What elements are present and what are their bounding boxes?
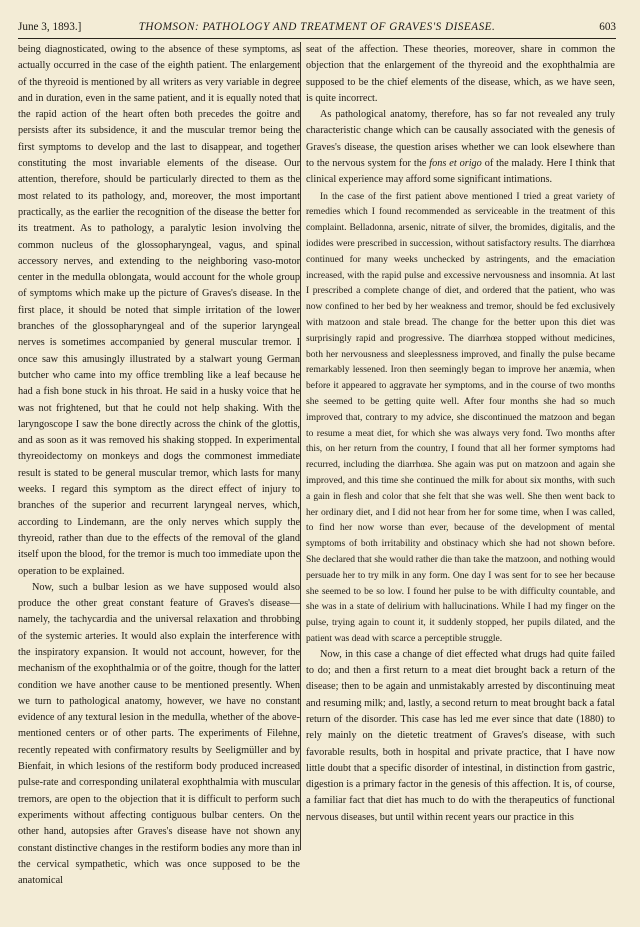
text-run: Now, such a bulbar lesion as we have supposed would also produce the other great constant feature of Graves's disease—namely, the tachycardia and the universal relaxation and throbbing of the systemic arteries. It would also explain the interference with the inspiratory expansion. It would not account, however, for the mechanism of the exophthalmia or of the goitre, though for the latter condition we have another cause to be mentioned presently. When we turn to pathological anatomy, however, we have no constant evidence of any textural lesion in the medulla, whether of the above-mentioned centers or of other parts. The experiments of Filehne, recently repeated with confirmatory results by Seeligmüller and by Bienfait, in which lesions of the restiform body produced increased pulse-rate and corresponding unilateral exophthalmia with muscular tremors, are open to the objection that it is difficult to perform such experiments without affecting contiguous bulbar centers. On the other hand, autopsies after Graves's disease have not shown any constant distinctive changes in the restiform bodies any more than in the cervical sympathetic, which was once supposed to be the anatomical <box>18 581 300 887</box>
paragraph <box>306 647 615 826</box>
paragraph <box>18 42 300 580</box>
paragraph <box>306 189 615 647</box>
issue-date: June 3, 1893.] <box>18 21 82 33</box>
text-run: seat of the affection. These theories, moreover, share in common the objection that the enlargement of the thyreoid and the exophthalmia are supposed to be the chief elements of the disease, which, as we have seen, is quite incorrect. <box>306 44 615 104</box>
running-header <box>18 21 616 37</box>
right-column <box>306 42 615 826</box>
text-run: being diagnosticated, owing to the absence of these symptoms, as actually occurred in the case of the eighth patient. The enlargement of the thyreoid is mentioned by all writers as very variable in degree and in duration, even in the same patient, and it is equally noted that the rapid action of the heart often both precedes the goitre and persists after its subsidence, it and the muscular tremor being the first symptoms to develop and the last to disappear, and together constituting the most invariable elements of the disease. Our attention, therefore, should be particularly directed to them as the most related to its pathology, and, moreover, the most important practically, as the earlier the recognition of the disease the better for its treatment. As to pathology, a paralytic lesion involving the common nucleus of the glossopharyngeal, vagus, and spinal accessory nerves, and extending to the neighboring vaso-motor center in the medulla oblongata, would account for the whole group of symptoms which make up the picture of Graves's disease. In the first place, it should be noted that simple irritation of the lower branches of the glossopharyngeal and of the superior laryngeal nerves is sometimes accompanied by general muscular tremor. I once saw this amusingly illustrated by a stalwart young German butcher who came into my office trembling like a leaf because he had a fish bone stuck in his throat. He said in a husky voice that he was not frightened, but that he could not help shaking. With the laryngoscope I saw the bone directly across the chink of the glottis, and as soon as it was removed his shaking stopped. In experimental thyreoidectomy on monkeys and dogs the commonest immediate result is stated to be general muscular tremor, which lasts for many weeks. I regard this symptom as the direct effect of injury to branches of the superior and recurrent laryngeal nerves, which, according to Lindemann, are the only nerves which supply the thyreoid, rather than due to the effects of the removal of the gland itself upon the blood, for the tremor is much too immediate upon the operation to be explained. <box>18 44 300 577</box>
column-divider <box>300 42 301 850</box>
paragraph <box>306 107 615 188</box>
left-column <box>18 42 300 889</box>
running-title: THOMSON: PATHOLOGY AND TREATMENT OF GRAVES'S DISEASE. <box>138 21 496 33</box>
text-run: As pathological anatomy, therefore, has so far not revealed any truly characteristic change which can be causally associated with the genesis of Graves's disease, the question arises whether we can look elsewhere than to the nervous system for the <box>306 109 615 170</box>
italic-phrase: fons et origo <box>429 158 482 170</box>
paragraph <box>18 580 300 890</box>
text-run: of the malady. Here I think that clinical experience may afford some significant intimations. <box>306 158 615 186</box>
text-run: Now, in this case a change of diet effected what drugs had quite failed to do; and then a first return to a meat diet brought back a return of the disease; then to be again and unmistakably arrested by discontinuing meat and resuming milk; and, lastly, a second return to meat brought back a fatal return of the disorder. This case has led me ever since that date (1880) to rely mainly on the dietetic treatment of Graves's disease, with such favorable results, both in hospital and private practice, that I have now little doubt that a specific disorder of intestinal, in distinction from gastric, digestion is a primary factor in the genesis of this affection. It is, of course, a familiar fact that diet has much to do with the therapeutics of functional nervous diseases, but until within recent years our practice in this <box>306 648 615 823</box>
text-run: In the case of the first patient above mentioned I tried a great variety of remedies which I found recommended as serviceable in the treatment of this complaint. Belladonna, arsenic, nitrate of silver, the bromides, digitalis, and the iodides were prescribed in succession, without satisfactory results. The diarrhœa continued for many weeks unchecked by astringents, and the emaciation increased, with the rapid pulse and excessive nervousness and insomnia. At last I prescribed a complete change of diet, and ordered that the patient, who was now confined to her bed by her weakness and tremor, should be fed exclusively with matzoon and stale bread. The change for the better upon this diet was surprisingly rapid and progressive. The diarrhœa stopped without medicines, both her nervousness and sleeplessness improved, and finally the pulse became remarkably lessened. Iron then seemingly began to improve her anæmia, when before it appeared to aggravate her symptoms, and in the course of two months she seemed to be getting quite well. After four months she had so much improved that, contrary to my advice, she discontinued the matzoon and began to resume a meat diet, for which she was always very fond. Two months after this, on her return from the country, I found that all her former symptoms had recurred, including the diarrhœa. She again was put on matzoon and again she improved, and this time she continued the milk for about six months, with such a gain in flesh and color that she felt that she was well. She then went back to her ordinary diet, and I did not hear from her for some time, when I was called, to find her now worse than ever, because of the development of mental symptoms of both irritability and obstinacy which she had not shown before. She declared that she would rather die than take the matzoon, and nothing would persuade her to try milk in any form. One day I was sent for to see her because she seemed to be so low. I found her pulse to be with difficulty countable, and she was in a state of delirium with hallucinations. While I had my finger on the pulse, trying again to count it, it suddenly stopped, her pupils dilated, and the patient was dead with scarce a perceptible struggle. <box>306 190 615 644</box>
header-rule <box>18 38 616 39</box>
page-number: 603 <box>599 21 616 33</box>
paragraph <box>306 42 615 107</box>
